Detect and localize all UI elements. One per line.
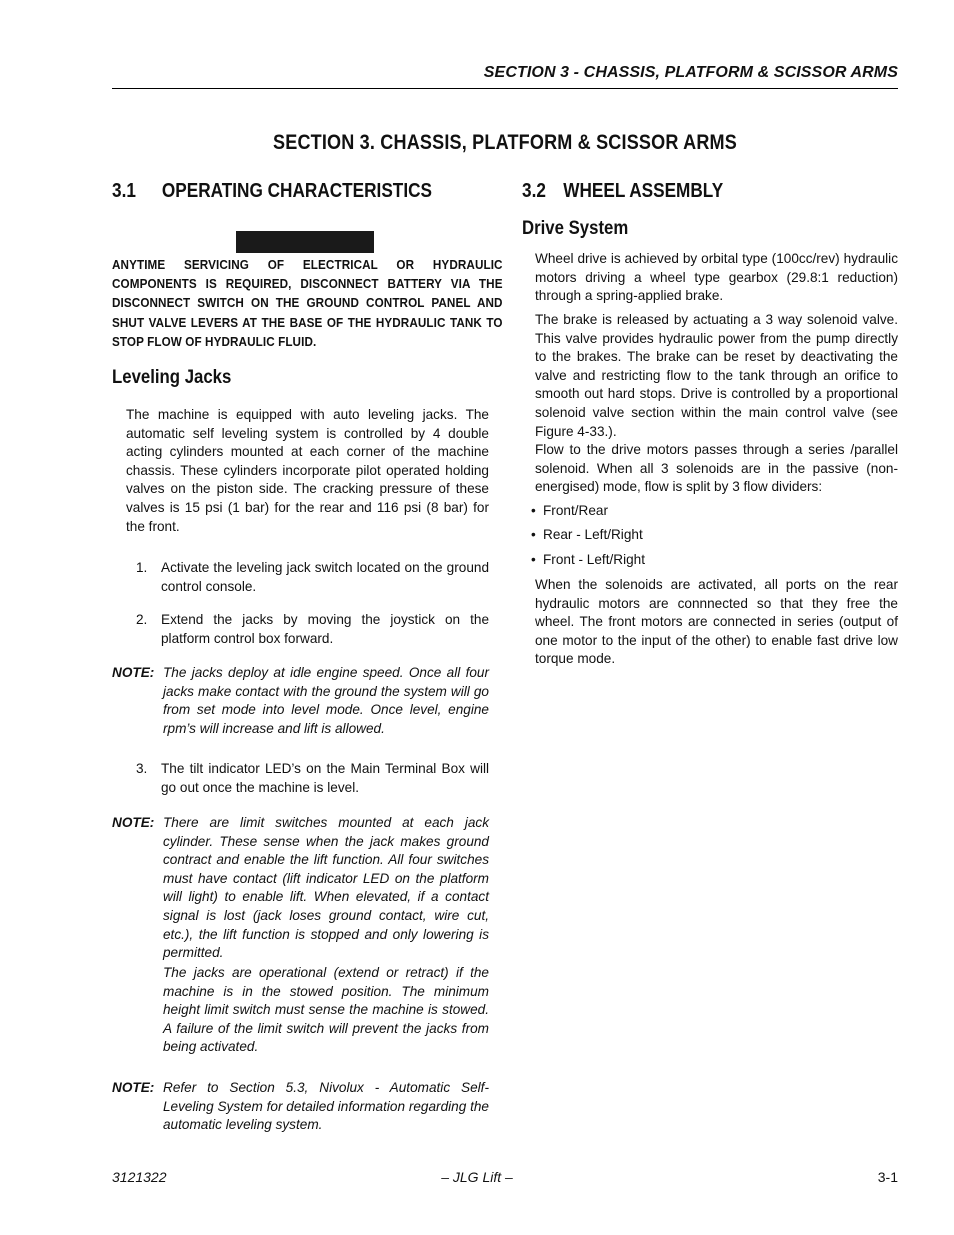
warning-text: ANYTIME SERVICING OF ELECTRICAL OR HYDRAULIC COMPONENTS IS REQUIRED, DISCONNECT BATTERY VIA THE DISCONNECT SWITCH ON THE GROUND CONTROL PANEL AND SHUT VALVE LEVERS AT THE BASE OF THE HYDRAULIC TANK TO STOP FLOW OF HYDRAULIC FLUID.: [112, 257, 503, 349]
leveling-intro-paragraph: The machine is equipped with auto leveling jacks. The automatic self leveling system is controlled by 4 double acting cylinders mounted at each corner of the machine chassis. These cylinders incorporate pilot operated holding valves on the piston side. The cracking pressure of these valves is 15 psi (1 bar) for the rear and 116 psi (8 bar) for the front.: [126, 407, 489, 534]
step-number: 2.: [136, 612, 148, 627]
footer-page-number: 3-1: [877, 1169, 898, 1185]
running-header: SECTION 3 - CHASSIS, PLATFORM & SCISSOR ARMS: [483, 64, 898, 81]
bullet-text: Rear - Left/Right: [543, 527, 643, 542]
warning-label-bar: [236, 231, 374, 253]
bullet-dot-icon: •: [531, 552, 536, 567]
bullet-item: [531, 526, 643, 545]
step-text: Activate the leveling jack switch located on the ground control console.: [161, 560, 489, 594]
subheading-leveling-jacks: Leveling Jacks: [112, 366, 232, 388]
bullet-item: [531, 551, 645, 570]
drive-paragraph-4: When the solenoids are activated, all ports on the rear hydraulic motors are connnected so that they free the wheel. The front motors are connected in series (output of one motor to the input of the other) to enable fast drive low torque mode.: [535, 577, 898, 667]
section-title: SECTION 3. CHASSIS, PLATFORM & SCISSOR ARMS: [273, 131, 737, 154]
drive-paragraph-3: Flow to the drive motors passes through a series /parallel solenoid. When all 3 solenoids are in the passive (non-energised) mode, flow is split by 3 flow dividers:: [535, 442, 898, 495]
note-text: Refer to Section 5.3, Nivolux - Automatic Self-Leveling System for detailed information regarding the automatic leveling system.: [163, 1080, 489, 1133]
bullet-item: [531, 502, 608, 521]
note-text: The jacks are operational (extend or retract) if the machine is in the stowed position. The minimum height limit switch must sense the machine is stowed. A failure of the limit switch will prevent the jacks from being activated.: [163, 965, 489, 1055]
bullet-text: Front - Left/Right: [543, 552, 645, 567]
note-label: NOTE:: [112, 1080, 155, 1095]
step-number: 1.: [136, 560, 148, 575]
bullet-dot-icon: •: [531, 503, 536, 518]
heading-text: OPERATING CHARACTERISTICS: [161, 180, 433, 202]
heading-operating-characteristics: [112, 180, 432, 203]
subheading-drive-system: Drive System: [522, 217, 629, 239]
note-text: There are limit switches mounted at each jack cylinder. These sense when the jack makes ground contract and enable the lift function. All four switches must have contact (lift indicator LED on the platform will light) to enable lift. When elevated, if a contact signal is lost (jack loses ground contact, wire cut, etc.), the lift function is stopped and only lowering is permitted.: [163, 815, 489, 961]
step-text: Extend the jacks by moving the joystick on the platform control box forward.: [161, 612, 489, 646]
drive-paragraph-2: The brake is released by actuating a 3 way solenoid valve. This valve provides hydraulic power from the pump directly to the brakes. The brake can be reset by deactivating the valve and restricting flow to the tank through an orifice to smooth out hard stops. Drive is controlled by a proportional solenoid valve section within the main control valve (see Figure 4-33.).: [535, 312, 898, 439]
step-text: The tilt indicator LED’s on the Main Terminal Box will go out once the machine is level.: [161, 761, 489, 795]
note-text: The jacks deploy at idle engine speed. Once all four jacks make contact with the ground the system will go from set mode into level mode. Once level, engine rpm’s will increase and lift is allowed.: [163, 665, 489, 736]
note-label: NOTE:: [112, 665, 155, 680]
note-label: NOTE:: [112, 815, 155, 830]
heading-number: 3.2: [522, 180, 546, 202]
footer-doc-number: 3121322: [112, 1169, 167, 1185]
footer-brand: – JLG Lift –: [441, 1169, 513, 1185]
heading-text: WHEEL ASSEMBLY: [563, 180, 724, 202]
step-number: 3.: [136, 761, 148, 776]
bullet-text: Front/Rear: [543, 503, 608, 518]
heading-number: 3.1: [112, 180, 136, 202]
heading-wheel-assembly: [522, 180, 723, 203]
drive-paragraph-1: Wheel drive is achieved by orbital type (100cc/rev) hydraulic motors driving a wheel type gearbox (29.8:1 reduction) through a spring-applied brake.: [535, 251, 898, 304]
header-rule: [112, 88, 898, 89]
bullet-dot-icon: •: [531, 527, 536, 542]
